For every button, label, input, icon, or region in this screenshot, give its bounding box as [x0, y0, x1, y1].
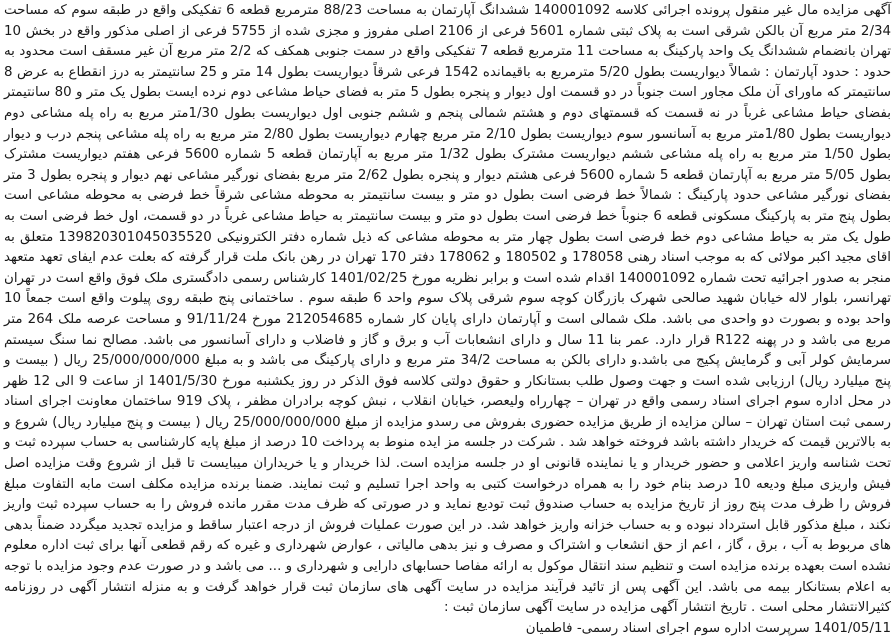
notice-body-text: آگهی مزایده مال غیر منقول پرونده اجرائی کلاسه 140001092 ششدانگ آپارتمان به مساحت 88/23 مترمربع قطعه 6 تفکیکی واقع در طبقه سوم که مساحت 2/34 متر مربع آن بالکن شرقی است به پلاک ثبتی شماره 5601 فرعی از 2106 اصلی مفروز و مجزی شده از 5755 فرعی از اصلی مذکور واقع در بخش 10 تهران بانضمام ششدانگ یک واحد پارکینگ به مساحت 11 مترمربع قطعه 7 تفکیکی واقع در سمت جنوبی همکف که 2/2 متر مربع آن غیر مسقف است محدود به حدود : حدود آپارتمان : شمالاً دیواریست بطول 5/20 مترمربع به باقیمانده 1542 فرعی شرقاً دیواریست بطول 14 متر و 25 سانتیمتر به درز انقطاع به عرض 8 سانتیمتر که ماورای آن ملک مجاور است جنوباً در دو قسمت اول دیوار و پنجره بطول 5 متر به فضای حیاط مشاعی دوم نرده ایست بطول یک متر و 80 سانتیمتر بفضای حیاط مشاعی غرباً در نه قسمت که قسمتهای دوم و هشتم شمالی پنجم و ششم جنوبی اول دیواریست بطول 1/30متر مربع به راه پله مشاعی دوم دیواریست بطول 1/80متر مربع به آسانسور سوم دیواریست بطول 2/10 متر مربع چهارم دیواریست بطول 2/80 متر مربع به راه پله مشاعی پنجم درب و دیوار بطول 1/50 متر مربع به راه پله مشاعی ششم دیواریست مشترک بطول 1/32 متر مربع به آپارتمان قطعه 5 شماره 5600 فرعی هفتم دیواریست مشترک بطول 5/05 متر مربع به آپارتمان قطعه 5 شماره 5600 فرعی هشتم دیوار و پنجره بطول 2/62 متر مربع بفضای نورگیر مشاعی نهم دیوار و پنجره بطول 3 متر بفضای نورگیر مشاعی حدود پارکینگ : شمالاً خط فرضی است بطول دو متر و بیست سانتیمتر به محوطه مشاعی شرقاً خط فرضی به محوطه مشاعی است بطول پنج متر به پارکینگ مسکونی قطعه 6 جنوباً خط فرضی است بطول دو متر و بیست سانتیمتر به حیاط مشاعی غرباً در دو قسمت، اول خط فرضی است به طول یک متر به حیاط مشاعی دوم خط فرضی است بطول چهار متر به محوطه مشاعی که ذیل شماره دفتر الکترونیکی 13982030104503552​0 متعلق به اقای مجید اکبر مولائی که به موجب اسناد رهنی 178058 و 180502 و 178062 دفتر 170 تهران در رهن بانک ملت قرار گرفته که بعلت عدم ایفای تعهد متعهد منجر به صدور اجرائیه تحت شماره 140001092 اقدام شده است و برابر نظریه مورخ 1401/02/25 کارشناس رسمی دادگستری ملک فوق واقع است در تهران تهرانسر، بلوار لاله خیابان شهید صالحی شهرک بازرگان کوچه سوم شرقی پلاک سوم واحد 6 طبقه سوم . ساختمانی پنج طبقه روی پیلوت واقع است جمعاً 10 واحد بوده و بصورت دو واحدی می باشد. ملک شمالی است و آپارتمان دارای پایان کار شماره 212054685 مورخ 91/11/24 و مساحت عرصه ملک 264 متر مربع می باشد و در پهنه R122 قرار دارد. عمر بنا 11 سال و دارای انشعابات آب و برق و گاز و فاضلاب و دارای آسانسور می باشد. مصالح نما سنگ سیستم سرمایش کولر آبی و گرمایش پکیج می باشد.و دارای بالکن به مساحت 34/2 متر مربع و دارای پارکینگ می باشد و به مبلغ 25/000/000/000 ریال ( بیست و پنج میلیارد ریال) ارزیابی شده است و جهت وصول طلب بستانکار و حقوق دولتی کلاسه فوق الذکر در روز یکشنبه مورخ 1401/5/30 از ساعت 9 الی 12 ظهر در محل اداره سوم اجرای اسناد رسمی واقع در تهران – چهارراه ولیعصر، خیابان انقلاب ، نبش کوچه برادران مظفر ، پلاک 919 ساختمان معاونت اجرای اسناد رسمی ثبت استان تهران – سالن مزایده از طریق مزایده حضوری بفروش می رسدو مزایده از مبلغ 25/000/000/000 ریال ( بیست و پنج میلیارد ریال) شروع و به بالاترین قیمت که خریدار داشته باشد فروخته خواهد شد . شرکت در جلسه مز ایده منوط به پرداخت 10 درصد از مبلغ پایه کارشناسی به حساب سپرده ثبت و تحت شناسه واریز اعلامی و حضور خریدار و یا نماینده قانونی او در جلسه مزایده است. لذا خریدار و یا خریداران میبایست تا قبل از شروع وقت مزایده اصل فیش واریزی مبلغ ودیعه 10 درصد بنام خود را به همراه درخواست کتبی به واحد اجرا تسلیم و ثبت نمایند. ضمنا برنده مزایده مکلف است مابه التفاوت مبلغ فروش را ظرف مدت پنج روز از تاریخ مزایده به حساب صندوق ثبت تودیع نماید و در صورتی که ظرف مدت مقرر مانده فروش را به حساب سپرده ثبت واریز نکند ، مبلغ مذکور قابل استرداد نبوده و به حساب خزانه واریز خواهد شد. در این صورت عملیات فروش از درجه اعتبار ساقط و مزایده تجدید میگردد ضمناً بدهی های مربوط به آب ، برق ، گاز ، اعم از حق انشعاب و اشتراک و مصرف و نیز بدهی مالیاتی ، عوارض شهرداری و غیره که رقم قطعی آنها برای ثبت اداره معلوم نشده است بعهده برنده مزایده است و تنظیم سند انتقال موکول به ارائه مفاصا حسابهای دارایی و شهرداری و ... می باشد و در صورت عدم وجود مزایده با توجه به اعلام بستانکار بیمه می باشد. این آگهی پس از تائید فرآیند مزایده در سایت آگهی های سازمان ثبت قرار خواهد گرفت و به منزله انتشار آگهی در روزنامه کثیرالانتشار محلی است . تاریخ انتشار آگهی مزایده در سایت آگهی سازمان ثبت :: [4, 3, 892, 616]
notice-signature-line: 1401/05/11 سرپرست اداره سوم اجرای اسناد رسمی- فاطمیان: [525, 620, 891, 636]
